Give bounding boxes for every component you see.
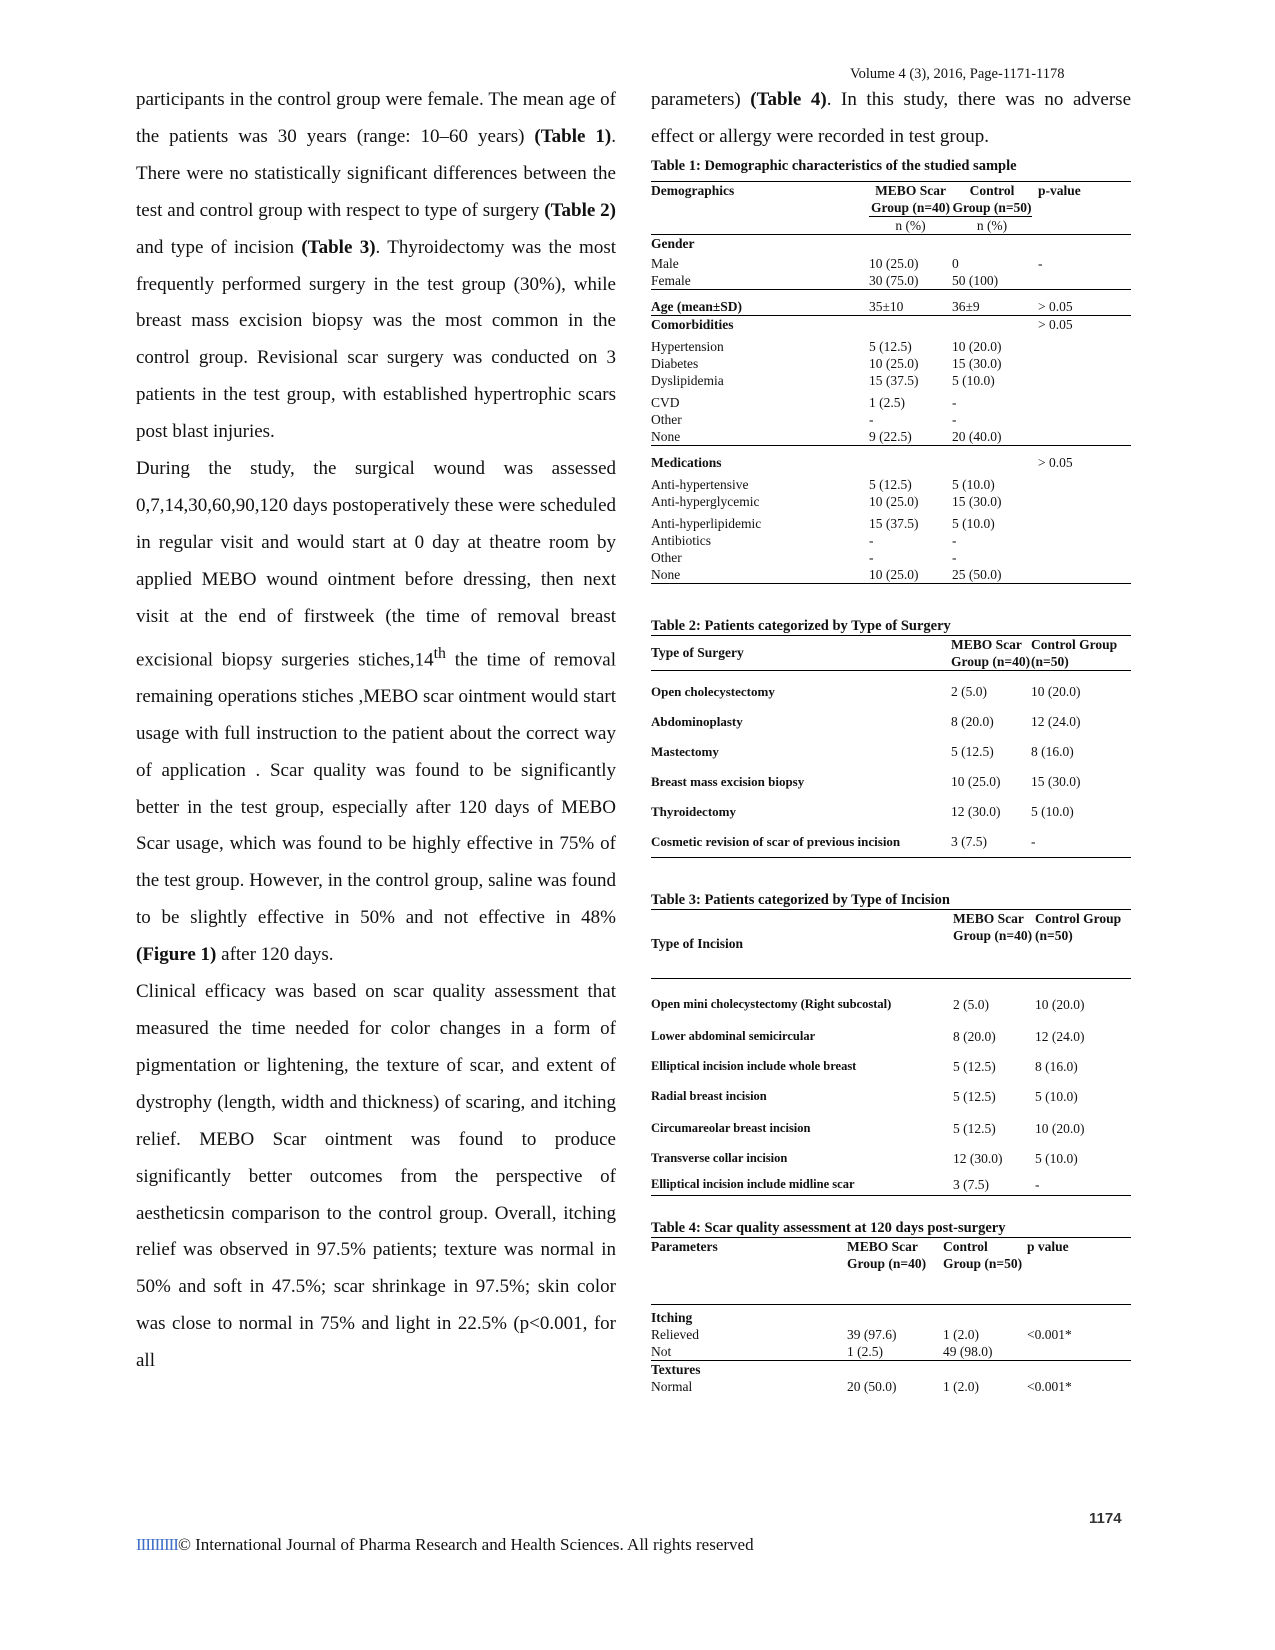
table-row xyxy=(651,532,1131,549)
mebo-value: 15 (37.5) xyxy=(869,515,919,531)
control-value: 8 (16.0) xyxy=(1031,744,1074,760)
p-value xyxy=(1027,1343,1131,1361)
row-label: None xyxy=(651,428,681,444)
control-value xyxy=(952,445,1032,471)
mebo-value: 12 (30.0) xyxy=(953,1150,1003,1166)
table1-header-control: Control Group (n=50) xyxy=(952,182,1032,215)
row-label: Anti-hyperglycemic xyxy=(651,493,760,509)
control-value: 10 (20.0) xyxy=(1031,684,1081,700)
table1-body xyxy=(651,234,1131,583)
control-value: 1 (2.0) xyxy=(943,1378,979,1394)
text-run: participants in the control group were female. The mean age of the patients was 30 years (range: 10–60 years) xyxy=(136,89,616,147)
row-label: Itching xyxy=(651,1309,693,1325)
p-value: > 0.05 xyxy=(1032,289,1131,315)
table-row xyxy=(651,389,1131,411)
mebo-value: 10 (25.0) xyxy=(869,255,919,271)
mebo-value: 15 (37.5) xyxy=(869,372,919,388)
table4-header-control: Control Group (n=50) xyxy=(943,1237,1027,1304)
text-run: after 120 days. xyxy=(216,944,334,966)
table4-header-parameters: Parameters xyxy=(651,1237,847,1304)
table4-body xyxy=(651,1304,1131,1395)
footer-bars: IIIIIIIII xyxy=(136,1535,178,1554)
footer xyxy=(136,1535,754,1555)
table1-subheader-n2: n (%) xyxy=(952,216,1032,234)
table-row xyxy=(651,234,1131,252)
cross-reference: (Table 1) xyxy=(534,125,612,147)
table-row xyxy=(651,1378,1131,1395)
mebo-value: 10 (25.0) xyxy=(869,355,919,371)
row-label: Medications xyxy=(651,445,869,471)
control-value: 50 (100) xyxy=(952,272,999,288)
row-label: Gender xyxy=(651,235,695,251)
control-value: 5 (10.0) xyxy=(952,476,995,492)
control-value: 36±9 xyxy=(952,289,1032,315)
table-row xyxy=(651,1077,1131,1107)
mebo-value xyxy=(869,234,952,252)
row-label: Textures xyxy=(651,1361,701,1377)
table-row xyxy=(651,797,1131,827)
mebo-value: 5 (12.5) xyxy=(953,1088,996,1104)
control-value: 10 (20.0) xyxy=(1035,1120,1085,1136)
table1-caption: Table 1: Demographic characteristics of the studied sample xyxy=(651,157,1017,174)
row-label: Male xyxy=(651,255,679,271)
table-row xyxy=(651,1360,1131,1378)
table-row xyxy=(651,707,1131,737)
control-value: 20 (40.0) xyxy=(952,428,1002,444)
cross-reference: (Table 2) xyxy=(544,199,616,221)
mebo-value: 5 (12.5) xyxy=(869,338,912,354)
table-row xyxy=(651,1304,1131,1326)
row-label: Diabetes xyxy=(651,355,699,371)
p-value: <0.001* xyxy=(1027,1378,1072,1394)
row-label: Thyroidectomy xyxy=(651,804,736,820)
mebo-value: 39 (97.6) xyxy=(847,1326,897,1342)
text-run: the time of removal remaining operations stiches ,MEBO scar ointment would start usage with full instruction to the patient about the correct way of application . Scar quality was found to be significantly better in the test group, especially after 120 days of MEBO Scar usage, which was found to be highly effective in 75% of the test group. However, in the control group, saline was found to be slightly effective in 50% and not effective in 48% xyxy=(136,648,616,929)
mebo-value: 1 (2.5) xyxy=(869,394,905,410)
mebo-value: 12 (30.0) xyxy=(951,804,1001,820)
table-row xyxy=(651,315,1131,333)
control-value: 0 xyxy=(952,255,959,271)
table-row xyxy=(651,1343,1131,1361)
mebo-value: 2 (5.0) xyxy=(953,996,989,1012)
table2 xyxy=(651,635,1131,858)
table2-caption: Table 2: Patients categorized by Type of Surgery xyxy=(651,617,951,634)
p-value xyxy=(1032,372,1131,389)
control-value: 1 (2.0) xyxy=(943,1326,979,1342)
table1 xyxy=(651,181,1131,584)
p-value xyxy=(1032,411,1131,428)
control-value: 5 (10.0) xyxy=(952,515,995,531)
table3-header-control: Control Group (n=50) xyxy=(1035,909,1131,978)
table-row xyxy=(651,978,1131,1015)
mebo-value: 10 (25.0) xyxy=(869,566,952,584)
row-label: Dyslipidemia xyxy=(651,372,724,388)
table-row xyxy=(651,355,1131,372)
mebo-value: 3 (7.5) xyxy=(951,827,1031,858)
table4-caption: Table 4: Scar quality assessment at 120 days post-surgery xyxy=(651,1219,1006,1236)
table3-body xyxy=(651,978,1131,1195)
row-label: Lower abdominal semicircular xyxy=(651,1028,816,1043)
mebo-value: 9 (22.5) xyxy=(869,428,912,444)
paragraph-clinical-efficacy xyxy=(136,974,616,1380)
page-number: 1174 xyxy=(1089,1510,1122,1527)
row-label: Relieved xyxy=(651,1326,699,1342)
text-run: and type of incision xyxy=(136,236,302,258)
mebo-value: 10 (25.0) xyxy=(951,774,1001,790)
row-label: None xyxy=(651,566,869,584)
table-row xyxy=(651,670,1131,707)
control-value: 15 (30.0) xyxy=(1031,774,1081,790)
table-row xyxy=(651,1169,1131,1196)
p-value xyxy=(1032,428,1131,446)
mebo-value xyxy=(869,315,952,333)
text-run: parameters) xyxy=(651,89,751,110)
table-row xyxy=(651,493,1131,510)
table2-header-control: Control Group (n=50) xyxy=(1031,635,1131,670)
mebo-value: 8 (20.0) xyxy=(951,714,994,730)
mebo-value: 35±10 xyxy=(869,289,952,315)
table3-caption: Table 3: Patients categorized by Type of Incision xyxy=(651,891,950,908)
control-value: 5 (10.0) xyxy=(952,372,995,388)
table-row xyxy=(651,333,1131,355)
table-row xyxy=(651,445,1131,471)
control-value: 15 (30.0) xyxy=(952,355,1002,371)
mebo-value: - xyxy=(869,411,874,427)
mebo-value: - xyxy=(869,549,874,565)
p-value: <0.001* xyxy=(1027,1326,1072,1342)
control-value xyxy=(943,1360,1027,1378)
text-run: . In this study, there was no adverse effect or allergy were recorded in test group. xyxy=(651,89,1131,147)
mebo-value: 20 (50.0) xyxy=(847,1378,897,1394)
text-run: . There were no statistically significant differences between the test and control group with respect to type of surgery xyxy=(136,125,616,221)
p-value xyxy=(1032,510,1131,532)
mebo-value: 3 (7.5) xyxy=(953,1169,1035,1196)
p-value xyxy=(1027,1360,1131,1378)
table-row xyxy=(651,510,1131,532)
control-value xyxy=(943,1304,1027,1326)
text-run: . Thyroidectomy was the most frequently performed surgery in the test group (30%), while breast mass excision biopsy was the most common in the control group. Revisional scar surgery was conducted on 3 patients in the test group, with established hypertrophic scars post blast injuries. xyxy=(136,236,616,443)
row-label: Hypertension xyxy=(651,338,724,354)
table-row xyxy=(651,827,1131,858)
mebo-value: 1 (2.5) xyxy=(847,1343,943,1361)
mebo-value xyxy=(869,445,952,471)
p-value: > 0.05 xyxy=(1032,445,1131,471)
control-value: 5 (10.0) xyxy=(1035,1150,1078,1166)
table-row xyxy=(651,1326,1131,1343)
table1-header-mebo: MEBO Scar Group (n=40) xyxy=(870,182,951,215)
control-value: - xyxy=(952,411,957,427)
row-label: Age (mean±SD) xyxy=(651,289,869,315)
table-row xyxy=(651,471,1131,493)
control-value: - xyxy=(1035,1169,1131,1196)
table2-header-mebo: MEBO Scar Group (n=40) xyxy=(951,636,1031,669)
row-label: Breast mass excision biopsy xyxy=(651,774,805,790)
row-label: Open cholecystectomy xyxy=(651,684,775,700)
table-row xyxy=(651,1139,1131,1169)
control-value: 12 (24.0) xyxy=(1035,1028,1085,1044)
row-label: Not xyxy=(651,1343,847,1361)
table-row xyxy=(651,252,1131,272)
p-value xyxy=(1032,355,1131,372)
control-value: - xyxy=(952,549,957,565)
row-label: Elliptical incision include whole breast xyxy=(651,1058,857,1073)
footer-copyright: © International Journal of Pharma Research and Health Sciences. All rights reserved xyxy=(177,1535,754,1554)
control-value: 8 (16.0) xyxy=(1035,1058,1078,1074)
table-row xyxy=(651,411,1131,428)
row-label: Abdominoplasty xyxy=(651,714,743,730)
cross-reference: (Table 4) xyxy=(750,89,827,110)
row-label: Cosmetic revision of scar of previous incision xyxy=(651,827,951,858)
p-value xyxy=(1032,389,1131,411)
table3-header-type: Type of Incision xyxy=(651,909,953,978)
row-label: Radial breast incision xyxy=(651,1088,767,1103)
right-column xyxy=(651,82,1131,1395)
mebo-value: 2 (5.0) xyxy=(951,684,987,700)
row-label: Open mini cholecystectomy (Right subcostal) xyxy=(651,996,892,1011)
paragraph-results xyxy=(136,82,616,451)
row-label: Comorbidities xyxy=(651,315,869,333)
p-value xyxy=(1032,333,1131,355)
table4-header-mebo: MEBO Scar Group (n=40) xyxy=(847,1237,943,1304)
mebo-value: 8 (20.0) xyxy=(953,1028,996,1044)
row-label: Elliptical incision include midline scar xyxy=(651,1169,953,1196)
table-row xyxy=(651,289,1131,315)
cross-reference: (Table 3) xyxy=(301,236,376,258)
p-value xyxy=(1032,493,1131,510)
table-row xyxy=(651,1047,1131,1077)
row-label: Other xyxy=(651,411,682,427)
control-value: 25 (50.0) xyxy=(952,566,1032,584)
control-value: 10 (20.0) xyxy=(952,338,1002,354)
control-value: 12 (24.0) xyxy=(1031,714,1081,730)
table4-header-p: p value xyxy=(1027,1237,1131,1304)
p-value xyxy=(1032,234,1131,252)
control-value xyxy=(952,234,1032,252)
control-value: 15 (30.0) xyxy=(952,493,1002,509)
mebo-value xyxy=(847,1360,943,1378)
control-value: - xyxy=(952,532,957,548)
row-label: Antibiotics xyxy=(651,532,711,548)
row-label: Anti-hyperlipidemic xyxy=(651,515,762,531)
cross-reference: (Figure 1) xyxy=(136,944,217,966)
table-row xyxy=(651,767,1131,797)
table1-header-p: p-value xyxy=(1032,181,1131,216)
mebo-value: 10 (25.0) xyxy=(869,493,919,509)
p-value: > 0.05 xyxy=(1032,315,1131,333)
p-value xyxy=(1032,549,1131,566)
table-row xyxy=(651,737,1131,767)
control-value: - xyxy=(952,394,957,410)
mebo-value: 5 (12.5) xyxy=(951,744,994,760)
paragraph-adverse-effects xyxy=(651,82,1131,156)
p-value: - xyxy=(1038,255,1043,271)
paragraph-study-procedure xyxy=(136,451,616,974)
p-value xyxy=(1032,471,1131,493)
table-row xyxy=(651,549,1131,566)
table-row xyxy=(651,566,1131,584)
row-label: CVD xyxy=(651,394,680,410)
row-label: Other xyxy=(651,549,682,565)
row-label: Transverse collar incision xyxy=(651,1150,788,1165)
table-row xyxy=(651,372,1131,389)
row-label: Female xyxy=(651,272,691,288)
table-row xyxy=(651,272,1131,290)
table-row xyxy=(651,1107,1131,1139)
running-header: Volume 4 (3), 2016, Page-1171-1178 xyxy=(850,66,1065,82)
table2-header-type: Type of Surgery xyxy=(651,635,951,670)
mebo-value: 5 (12.5) xyxy=(953,1120,996,1136)
mebo-value: - xyxy=(869,532,874,548)
row-label: Normal xyxy=(651,1378,693,1394)
p-value xyxy=(1032,566,1131,584)
left-column xyxy=(136,82,616,1380)
table3-header-mebo: MEBO Scar Group (n=40) xyxy=(953,909,1035,978)
table-row xyxy=(651,1015,1131,1047)
control-value: 49 (98.0) xyxy=(943,1343,1027,1361)
mebo-value xyxy=(847,1304,943,1326)
control-value: - xyxy=(1031,827,1131,858)
mebo-value: 30 (75.0) xyxy=(869,272,919,288)
p-value xyxy=(1027,1304,1131,1326)
table4 xyxy=(651,1237,1131,1395)
row-label: Mastectomy xyxy=(651,744,719,760)
p-value xyxy=(1032,532,1131,549)
text-run: Clinical efficacy was based on scar quality assessment that measured the time needed for color changes in a form of pigmentation or lightening, the texture of scar, and extent of dystrophy (length, width and thickness) of scaring, and itching relief. MEBO Scar ointment was found to produce significantly better outcomes from the perspective of aestheticsin comparison to the control group. Overall, itching relief was observed in 97.5% patients; texture was normal in 50% and soft in 47.5%; scar shrinkage in 97.5%; skin color was close to normal in 75% and light in 22.5% (p<0.001, for all xyxy=(136,981,616,1372)
table-row xyxy=(651,428,1131,446)
control-value: 10 (20.0) xyxy=(1035,996,1085,1012)
text-run: During the study, the surgical wound was assessed 0,7,14,30,60,90,120 days postoperatively these were scheduled in regular visit and would start at 0 day at theatre room by applied MEBO wound ointment before dressing, then next visit at the end of firstweek (the time of removal breast excisional biopsy surgeries stiches,14 xyxy=(136,458,616,670)
row-label: Anti-hypertensive xyxy=(651,476,749,492)
mebo-value: 5 (12.5) xyxy=(953,1058,996,1074)
mebo-value: 5 (12.5) xyxy=(869,476,912,492)
control-value: 5 (10.0) xyxy=(1035,1088,1078,1104)
superscript: th xyxy=(433,644,446,662)
table1-header-demographics: Demographics xyxy=(651,181,869,216)
table2-body xyxy=(651,670,1131,857)
control-value xyxy=(952,315,1032,333)
table1-subheader-n1: n (%) xyxy=(869,216,952,234)
row-label: Circumareolar breast incision xyxy=(651,1120,811,1135)
table3 xyxy=(651,909,1131,1196)
p-value xyxy=(1032,272,1131,290)
control-value: 5 (10.0) xyxy=(1031,804,1074,820)
